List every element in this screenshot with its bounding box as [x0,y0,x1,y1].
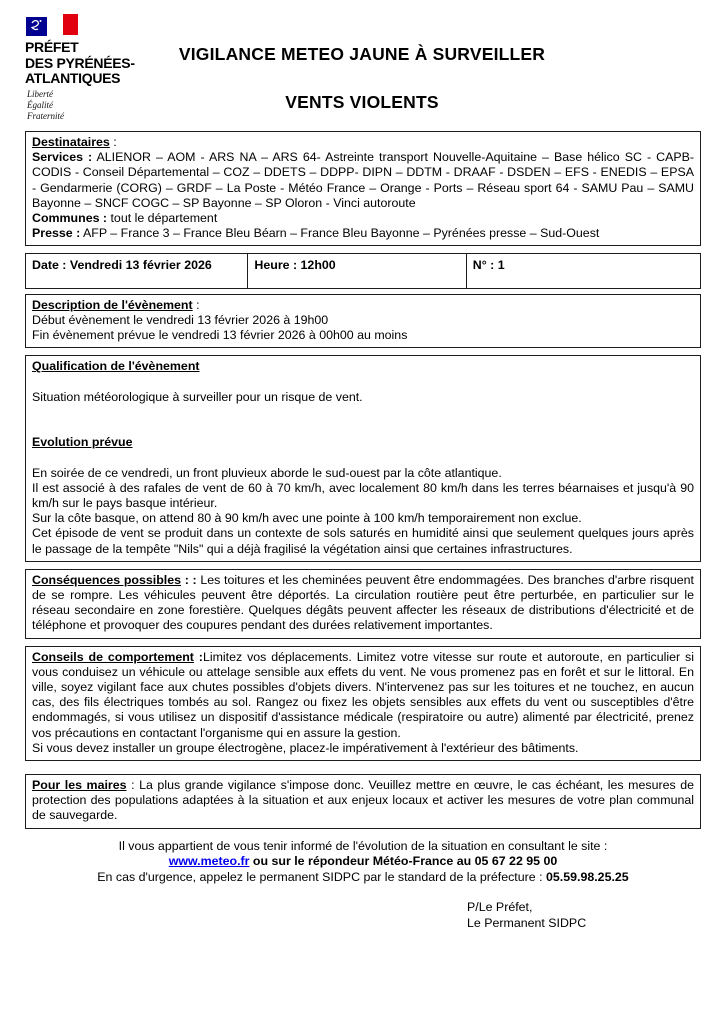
meteo-link[interactable]: www.meteo.fr [168,854,250,869]
maires-text: La plus grande vigilance s'impose donc. Veuillez mettre en œuvre, le cas échéant, les mesures de protection des populations adaptées à la situation et aux enjeux locaux et activer les mesures de votre plan communal de sauvegarde. [32,778,695,823]
document-subtitle: VENTS VIOLENTS [285,92,439,112]
conseils-separator: : [193,649,203,664]
consequences-separator: : : [181,572,201,587]
maires-separator: : [126,778,140,793]
evolution-paragraph-2: Il est associé à des rafales de vent de 60 à 70 km/h, avec localement 80 km/h dans les terres béarnaises et jusqu'à 90 km/h sur le pays basque intérieur. [32,480,694,510]
description-box [25,294,701,349]
meta-date-cell: Date : Vendredi 13 février 2026 [26,254,248,287]
services-label: Services : [32,150,93,165]
spacer [32,405,694,420]
description-heading: Description de l'évènement [32,297,193,312]
meta-numero-cell: N° : 1 [472,258,505,273]
communes-text: tout le département [107,211,218,226]
destinataires-heading-line [32,135,694,150]
footer-line3-prefix: En cas d'urgence, appelez le permanent SIDPC par le standard de la préfecture : [97,869,546,884]
maires-box [25,774,701,829]
description-fin: Fin évènement prévue le vendredi 13 février 2026 à 00h00 au moins [32,328,408,343]
services-text: ALIENOR – AOM - ARS NA – ARS 64- Astreinte transport Nouvelle-Aquitaine – Base hélico SC - CAPB-CODIS - Conseil Départemental – COZ – DDETS – DDPP- DIPN – DDTM - DRAAF - DSDEN – EFS - ENEDIS – EPSA - Gendarmerie (CORG) – GRDF – La Poste - Météo France – Orange - Ports – Réseau sport 64 - SAMU Pau – SAMU Bayonne – SNCF COGC – SP Bayonne – SP Oloron - Vinci autoroute [32,150,694,210]
motto-liberte: Liberté [27,89,53,99]
spacer [32,450,694,465]
destinataires-presse [32,226,694,241]
qualification-heading: Qualification de l'évènement [32,359,200,374]
maires-heading: Pour les maires [32,778,127,793]
description-heading-line [32,298,694,313]
presse-text: AFP – France 3 – France Bleu Béarn – France Bleu Bayonne – Pyrénées presse – Sud-Ouest [80,226,600,241]
conseils-text: Limitez vos déplacements. Limitez votre vitesse sur route et autoroute, en particulier si vous conduisez un véhicule ou attelage sensible aux effets du vent. Ne vous promenez pas en forêt et sur le littoral. En ville, soyez vigilant face aux chutes possibles d'objets divers. N'intervenez pas sur les toitures et ne touchez, en aucun cas, des fils électriques tombés au sol. Rangez ou fixez les objets sensibles aux effets du vent ou susceptibles d'être endommagés, si vous utilisez un dispositif d'assistance médicale (respiratoire ou autre) alimenté par électricité, prenez vos précautions en contactant l'organisme qui en assure la gestion. [32,649,694,740]
footer-line1: Il vous appartient de vous tenir informé de l'évolution de la situation en consultant le site : [118,838,608,853]
consequences-text: Les toitures et les cheminées peuvent être endommagées. Des branches d'arbre risquent de se rompre. Les véhicules peuvent être déportés. La circulation routière peut être perturbée, en particulier sur le réseau secondaire en zone forestière. Quelques dégâts peuvent affecter les réseaux de distributions d'électricité et de téléphone et provoquer des coupures pendant des durées relativement importantes. [32,572,694,633]
footer-line2 [25,854,701,870]
qualification-box [25,355,701,562]
destinataires-services [32,150,694,211]
document-title: VIGILANCE METEO JAUNE À SURVEILLER [178,44,546,64]
conseils-paragraph [32,650,694,741]
conseils-heading: Conseils de comportement [32,649,194,664]
communes-label: Communes : [32,211,108,226]
evolution-paragraph-1: En soirée de ce vendredi, un front pluvieux aborde le sud-ouest par la côte atlantique. [32,465,502,480]
destinataires-box [25,131,701,246]
spacer [32,374,694,389]
signature-line2: Le Permanent SIDPC [467,916,587,931]
description-heading-colon: : [192,297,200,312]
conseils-box [25,646,701,761]
meta-table [25,253,701,288]
document-body [25,131,701,931]
footer-line2-rest: ou sur le répondeur Météo-France au 05 67 22 95 00 [249,854,558,869]
conseils-text2: Si vous devez installer un groupe électrogène, placez-le impérativement à l'extérieur des bâtiments. [32,740,579,755]
evolution-paragraph-4: Cet épisode de vent se produit dans un contexte de sols saturés en humidité ainsi que seulement quelques jours après le passage de la tempête "Nils" qui a déjà fragilisé la végétation ainsi que certaines infrastructures. [32,526,694,556]
signature-line1: P/Le Préfet, [467,900,533,915]
prefecture-name-line1: PRÉFET [25,39,79,55]
maires-paragraph [32,778,694,824]
destinataires-communes [32,211,694,226]
motto-fraternite: Fraternité [27,111,64,121]
french-flag-icon [25,12,83,39]
evolution-paragraph-3: Sur la côte basque, on attend 80 à 90 km/h avec une pointe à 100 km/h temporairement non exclue. [32,511,582,526]
presse-label: Presse : [32,226,81,241]
signature-block [467,899,701,931]
footer-phone: 05.59.98.25.25 [546,869,629,884]
consequences-box [25,569,701,639]
description-debut: Début évènement le vendredi 13 février 2026 à 19h00 [32,312,329,327]
consequences-paragraph [32,573,694,634]
spacer [32,420,694,435]
footer-line3 [25,870,701,886]
destinataires-heading: Destinataires [32,135,110,149]
destinataires-heading-colon: : [109,135,117,149]
qualification-situation: Situation météorologique à surveiller pour un risque de vent. [32,389,363,404]
prefecture-logo [25,12,155,39]
prefecture-name-line3: ATLANTIQUES [25,70,121,86]
evolution-heading: Evolution prévue [32,435,133,450]
motto-egalite: Égalité [27,100,53,110]
qualification-heading-line [32,359,694,374]
consequences-heading: Conséquences possibles [32,572,181,587]
prefecture-name-line2: DES PYRÉNÉES- [25,54,135,71]
footer-info [25,839,701,886]
evolution-heading-line [32,435,694,450]
meta-heure-cell: Heure : 12h00 [248,254,466,287]
